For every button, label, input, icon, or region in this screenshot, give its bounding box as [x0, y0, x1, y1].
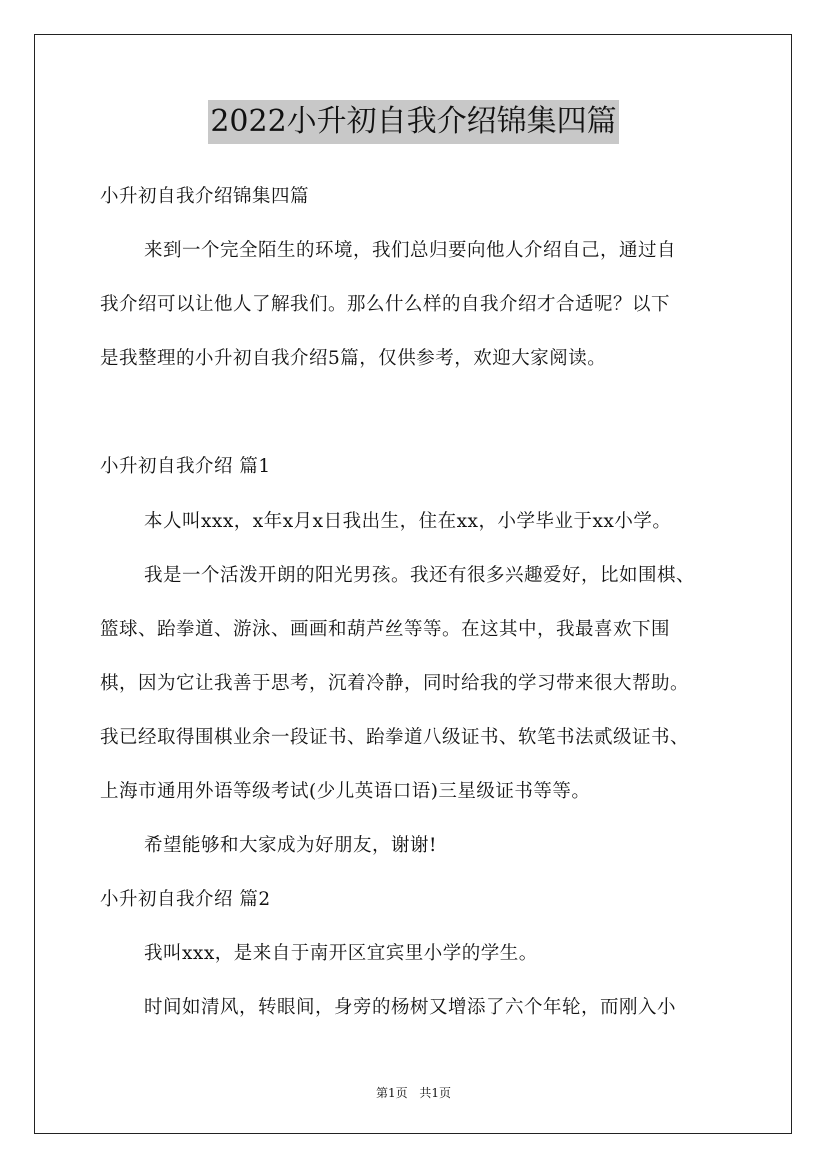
- section-heading: 小升初自我介绍锦集四篇: [100, 186, 310, 207]
- paragraph-line: 我介绍可以让他人了解我们。那么什么样的自我介绍才合适呢？以下: [100, 294, 671, 315]
- page-number: 第1页: [375, 1086, 408, 1100]
- paragraph-line: 我叫xxx，是来自于南开区宜宾里小学的学生。: [144, 943, 538, 964]
- paragraph-line: 篮球、跆拳道、游泳、画画和葫芦丝等等。在这其中，我最喜欢下围: [100, 619, 671, 640]
- page-total: 共1页: [419, 1086, 452, 1100]
- document-title: 2022小升初自我介绍锦集四篇: [208, 100, 618, 144]
- page-footer: [0, 1084, 827, 1101]
- title-container: [0, 100, 827, 144]
- section-heading: 小升初自我介绍 篇2: [100, 889, 271, 910]
- paragraph-line: 我是一个活泼开朗的阳光男孩。我还有很多兴趣爱好，比如围棋、: [144, 565, 696, 586]
- paragraph-line: 我已经取得围棋业余一段证书、跆拳道八级证书、软笔书法贰级证书、: [100, 727, 690, 748]
- paragraph-line: 时间如清风，转眼间，身旁的杨树又增添了六个年轮，而刚入小: [144, 997, 677, 1018]
- paragraph-line: 来到一个完全陌生的环境，我们总归要向他人介绍自己，通过自: [144, 240, 677, 261]
- paragraph-line: 希望能够和大家成为好朋友，谢谢!: [144, 835, 437, 856]
- paragraph-line: 棋，因为它让我善于思考，沉着冷静，同时给我的学习带来很大帮助。: [100, 673, 690, 694]
- section-heading: 小升初自我介绍 篇1: [100, 456, 271, 477]
- paragraph-line: 是我整理的小升初自我介绍5篇，仅供参考，欢迎大家阅读。: [100, 348, 607, 369]
- paragraph-line: 上海市通用外语等级考试(少儿英语口语)三星级证书等等。: [100, 781, 591, 802]
- paragraph-line: 本人叫xxx，x年x月x日我出生，住在xx，小学毕业于xx小学。: [144, 511, 672, 532]
